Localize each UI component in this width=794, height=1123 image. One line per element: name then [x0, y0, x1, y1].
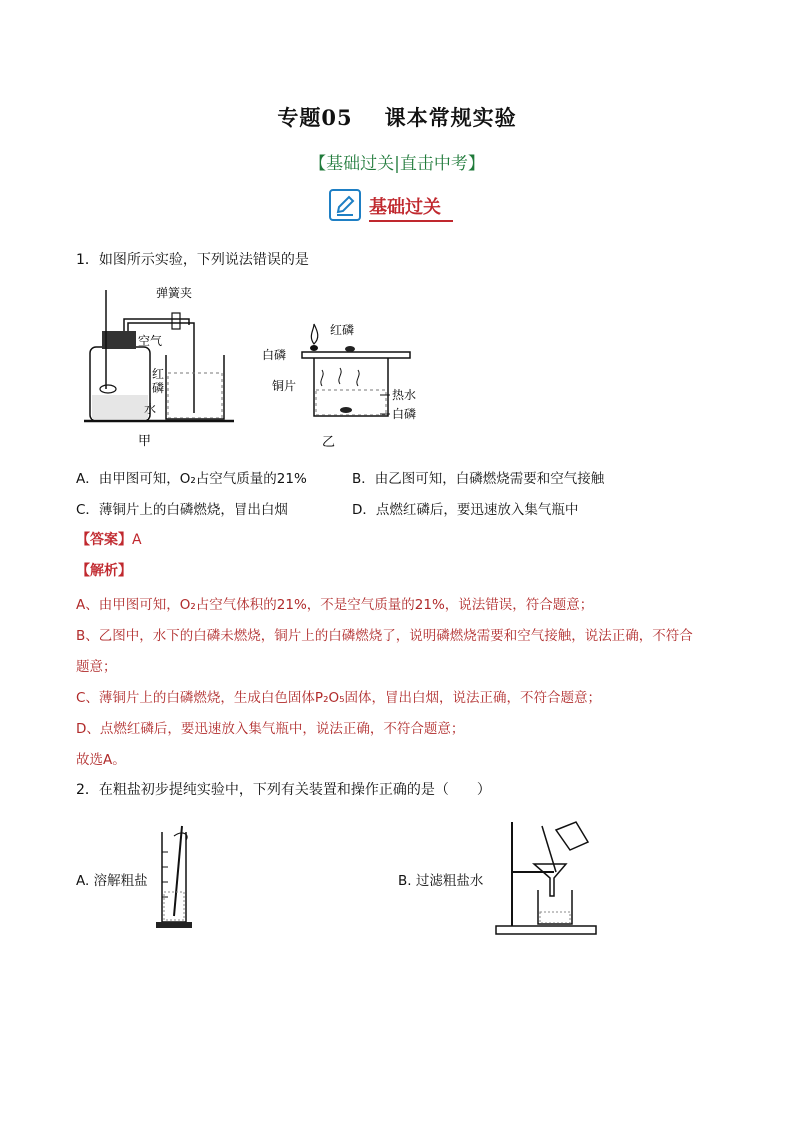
badge-underline — [369, 220, 453, 222]
yi-hot-water-label: 热水 — [392, 388, 417, 402]
receiving-beaker — [538, 890, 572, 924]
topic-name: 课本常规实验 — [384, 105, 517, 130]
graduated-cylinder-figure — [152, 822, 198, 934]
jia-caption: 甲 — [138, 434, 152, 449]
glass-rod — [174, 826, 182, 916]
yi-copper-plate — [302, 352, 410, 358]
page-subtitle: 【基础过关|直击中考】 — [309, 154, 485, 174]
yi-beaker — [314, 358, 388, 416]
stand-base — [496, 926, 596, 934]
q1-analysis-heading: 【解析】 — [76, 563, 132, 579]
pencil-icon — [329, 189, 361, 221]
badge-label: 基础过关 — [369, 197, 441, 218]
q1-option-a: A．由甲图可知，O₂占空气质量的21% — [76, 471, 307, 487]
q2-option-b: B. 过滤粗盐水 — [398, 873, 484, 889]
q1-option-b: B．由乙图可知，白磷燃烧需要和空气接触 — [352, 471, 605, 487]
topic-number: 专题05 — [277, 105, 353, 130]
analysis-line: A、由甲图可知，O₂占空气体积的21%，不是空气质量的21%，说法错误，符合题意； — [76, 597, 594, 613]
jia-red1-label: 红 — [152, 367, 165, 381]
jia-air-label: 空气 — [138, 334, 163, 348]
jia-beaker — [166, 355, 224, 419]
analysis-line: B、乙图中，水下的白磷未燃烧，铜片上的白磷燃烧了，说明磷燃烧需要和空气接触，说法正确，不符合 — [76, 628, 693, 644]
figure-yi — [262, 318, 422, 450]
q1-stem: 1．如图所示实验，下列说法错误的是 — [76, 252, 309, 268]
cylinder-base — [156, 922, 192, 928]
yi-red-p-label: 红磷 — [330, 323, 355, 337]
jia-water — [92, 395, 148, 419]
answer-value: A — [132, 532, 142, 548]
q1-option-c: C．薄铜片上的白磷燃烧，冒出白烟 — [76, 502, 288, 518]
pouring-beaker — [556, 822, 588, 850]
figure-jia — [84, 285, 244, 450]
yi-white-p-top-label: 白磷 — [262, 348, 287, 362]
jia-spoon — [100, 385, 116, 393]
yi-white-p-bottom-label: 白磷 — [392, 407, 417, 421]
analysis-line: 故选A。 — [76, 752, 126, 768]
analysis-line: D、点燃红磷后，要迅速放入集气瓶中，说法正确，不符合题意； — [76, 721, 465, 737]
analysis-line: C、薄铜片上的白磷燃烧，生成白色固体P₂O₅固体，冒出白烟，说法正确，不符合题意； — [76, 690, 602, 706]
q2-option-a: A. 溶解粗盐 — [76, 873, 148, 889]
q2-stem: 2．在粗盐初步提纯实验中，下列有关装置和操作正确的是（ ） — [76, 782, 491, 798]
page-title — [0, 102, 794, 132]
jia-clip — [172, 313, 180, 329]
filtration-figure — [494, 816, 600, 938]
analysis-line: 题意； — [76, 659, 117, 675]
jia-clip-label: 弹簧夹 — [156, 286, 193, 300]
q1-option-d: D．点燃红磷后，要迅速放入集气瓶中 — [352, 502, 579, 518]
q1-answer — [76, 529, 142, 549]
jia-red2-label: 磷 — [152, 381, 165, 395]
yi-copper-label: 铜片 — [272, 379, 297, 393]
guide-rod — [542, 826, 556, 872]
yi-caption: 乙 — [322, 435, 336, 450]
funnel — [534, 864, 566, 896]
answer-key: 【答案】 — [76, 532, 132, 548]
jia-stopper — [102, 331, 136, 349]
section-badge — [329, 189, 455, 225]
yi-flame-icon — [311, 324, 317, 344]
jia-water-label: 水 — [144, 402, 157, 416]
